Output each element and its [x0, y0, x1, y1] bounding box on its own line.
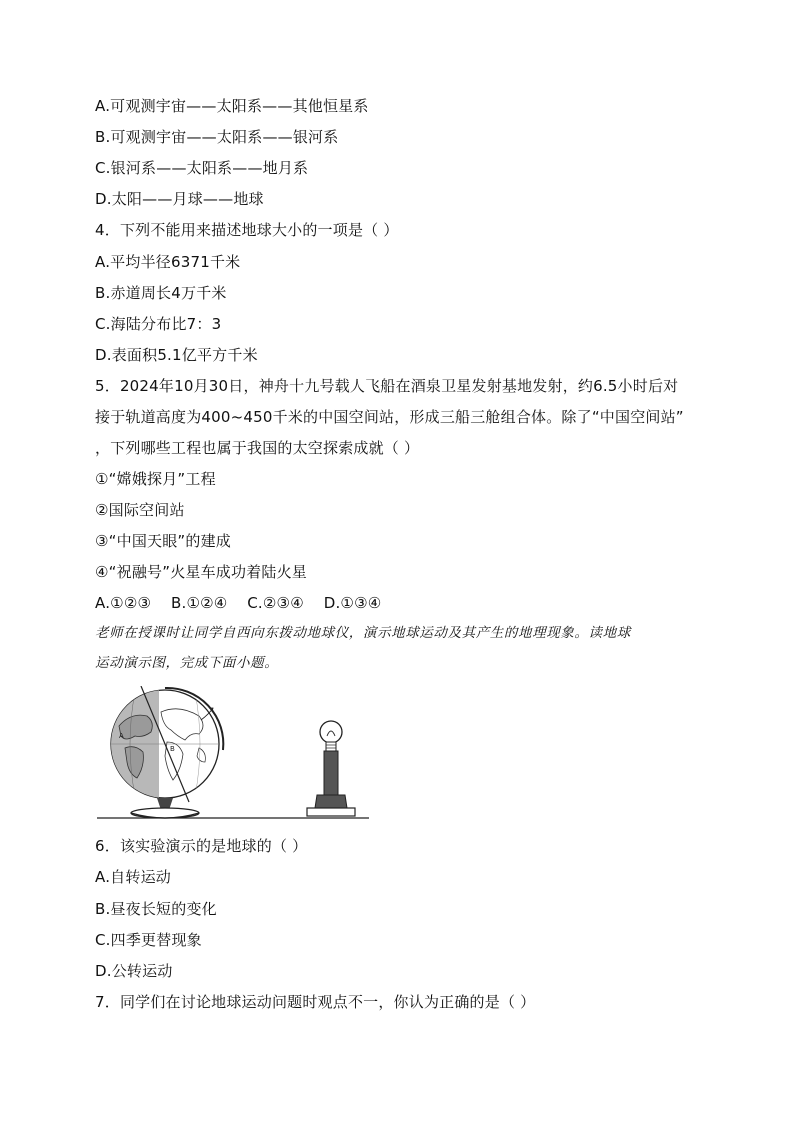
globe-label-b: B [170, 745, 175, 753]
q5-stem-line2: 接于轨道高度为400~450千米的中国空间站，形成三船三舱组合体。除了“中国空间站” [95, 408, 684, 426]
intro-line2: 运动演示图，完成下面小题。 [95, 655, 279, 671]
q4-option-d: D.表面积5.1亿平方千米 [95, 346, 258, 364]
q3-option-a: A.可观测宇宙——太阳系——其他恒星系 [95, 97, 369, 115]
q6-stem: 6．该实验演示的是地球的（ ） [95, 837, 308, 855]
q3-option-d: D.太阳——月球——地球 [95, 190, 264, 208]
q5-item-2: ②国际空间站 [95, 501, 185, 519]
night-half-shade [105, 686, 159, 806]
lamp-icon [307, 721, 355, 816]
earth-motion-figure [95, 686, 375, 822]
q6-option-d: D.公转运动 [95, 962, 173, 980]
globe-label-a: A [119, 732, 124, 740]
q5-item-1: ①“嫦娥探月”工程 [95, 470, 216, 488]
q6-option-b: B.昼夜长短的变化 [95, 900, 217, 918]
intro-line1: 老师在授课时让同学自西向东拨动地球仪，演示地球运动及其产生的地理现象。读地球 [95, 625, 631, 641]
q3-option-b: B.可观测宇宙——太阳系——银河系 [95, 128, 339, 146]
q7-stem: 7．同学们在讨论地球运动问题时观点不一，你认为正确的是（ ） [95, 993, 536, 1011]
q5-item-4: ④“祝融号”火星车成功着陆火星 [95, 563, 307, 581]
q5-stem-line3: ，下列哪些工程也属于我国的太空探索成就（ ） [95, 439, 420, 457]
q4-stem: 4．下列不能用来描述地球大小的一项是（ ） [95, 221, 399, 239]
q4-option-c: C.海陆分布比7：3 [95, 315, 222, 333]
q5-item-3: ③“中国天眼”的建成 [95, 532, 231, 550]
q3-option-c: C.银河系——太阳系——地月系 [95, 159, 309, 177]
q5-options: A.①②③ B.①②④ C.②③④ D.①③④ [95, 594, 382, 612]
globe-icon [105, 686, 223, 818]
q4-option-b: B.赤道周长4万千米 [95, 284, 227, 302]
q5-stem-line1: 5．2024年10月30日，神舟十九号载人飞船在酒泉卫星发射基地发射，约6.5小时后对 [95, 377, 679, 395]
q6-option-a: A.自转运动 [95, 868, 171, 886]
q4-option-a: A.平均半径6371千米 [95, 253, 241, 271]
q6-option-c: C.四季更替现象 [95, 931, 202, 949]
